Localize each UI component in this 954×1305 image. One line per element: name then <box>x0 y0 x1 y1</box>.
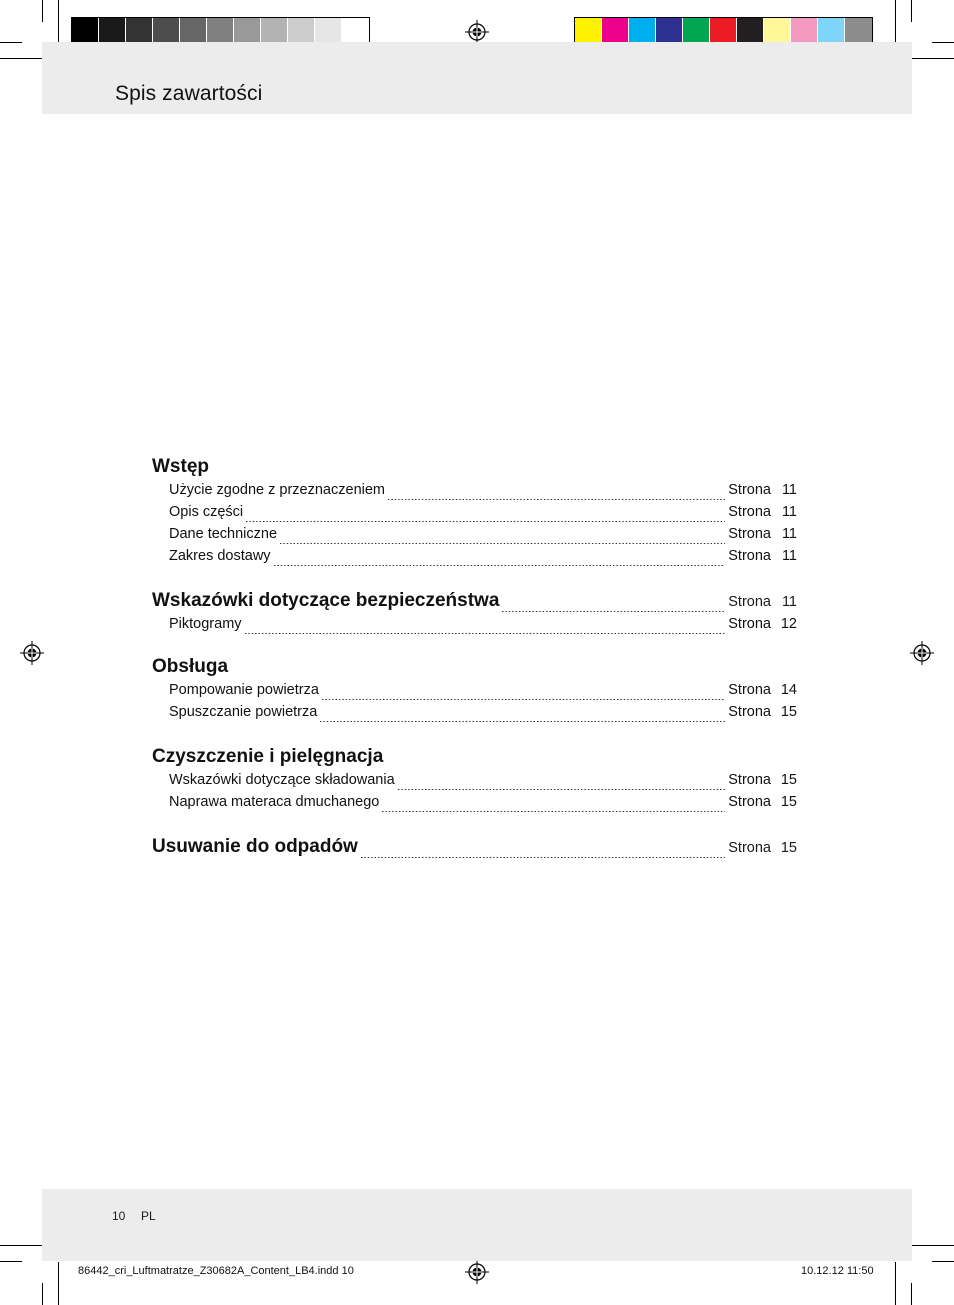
section-title: Usuwanie do odpadów <box>152 836 358 857</box>
dot-leader <box>273 565 726 566</box>
dot-leader <box>279 543 725 544</box>
crop-mark <box>58 0 59 42</box>
crop-mark <box>42 0 43 22</box>
registration-mark-icon <box>465 20 489 44</box>
entry-page-number: 11 <box>781 548 797 564</box>
section-page-ref <box>728 840 797 856</box>
toc-section-heading[interactable] <box>152 456 797 482</box>
page-word: Strona <box>728 616 771 632</box>
page-word: Strona <box>728 840 771 856</box>
dot-leader <box>387 499 725 500</box>
footer-band <box>42 1189 912 1261</box>
crop-mark <box>58 1262 59 1305</box>
crop-mark <box>932 42 954 43</box>
dot-leader <box>319 721 725 722</box>
page-word: Strona <box>728 504 771 520</box>
entry-page-number: 12 <box>780 616 797 632</box>
entry-label: Opis części <box>169 504 244 520</box>
toc-entry[interactable] <box>152 682 797 704</box>
toc-section-heading[interactable] <box>152 590 797 616</box>
crop-mark <box>932 1261 954 1262</box>
page-word: Strona <box>728 704 771 720</box>
crop-mark <box>0 58 42 59</box>
entry-page-number: 11 <box>781 526 797 542</box>
page-word: Strona <box>728 482 771 498</box>
page-word: Strona <box>728 682 771 698</box>
crop-mark <box>42 1283 43 1305</box>
entry-label: Piktogramy <box>169 616 242 632</box>
toc-entry[interactable] <box>152 504 797 526</box>
dot-leader <box>321 699 725 700</box>
entry-page-ref <box>728 772 797 788</box>
registration-mark-icon <box>465 1260 489 1284</box>
section-title: Obsługa <box>152 656 229 677</box>
entry-label: Dane techniczne <box>169 526 278 542</box>
dot-leader <box>245 521 725 522</box>
entry-page-ref <box>728 794 797 810</box>
toc-section-heading[interactable] <box>152 746 797 772</box>
dot-leader <box>360 857 725 858</box>
page-word: Strona <box>728 772 771 788</box>
section-title: Wstęp <box>152 456 209 477</box>
dot-leader <box>244 633 726 634</box>
page-title: Spis zawartości <box>115 82 263 105</box>
entry-label: Naprawa materaca dmuchanego <box>169 794 380 810</box>
entry-page-ref <box>728 504 797 520</box>
section-page-number: 15 <box>780 840 797 856</box>
dot-leader <box>397 789 726 790</box>
toc-section <box>152 836 797 862</box>
page-number: 10 <box>112 1209 126 1223</box>
entry-label: Użycie zgodne z przeznaczeniem <box>169 482 385 498</box>
toc-entry[interactable] <box>152 548 797 570</box>
crop-mark <box>0 1245 42 1246</box>
entry-page-number: 11 <box>781 482 797 498</box>
toc-section <box>152 656 797 726</box>
section-page-ref <box>728 594 797 610</box>
crop-mark <box>0 42 22 43</box>
entry-page-ref <box>728 548 797 564</box>
slug-date-time: 10.12.12 11:50 <box>801 1265 874 1277</box>
page-word: Strona <box>728 794 771 810</box>
entry-page-ref <box>728 482 797 498</box>
section-page-number: 11 <box>781 594 797 610</box>
toc-entry[interactable] <box>152 794 797 816</box>
toc-entry[interactable] <box>152 704 797 726</box>
toc-entry[interactable] <box>152 526 797 548</box>
toc-section-heading[interactable] <box>152 656 797 682</box>
registration-mark-icon <box>910 641 934 665</box>
toc-section-heading[interactable] <box>152 836 797 862</box>
entry-page-number: 14 <box>780 682 797 698</box>
entry-page-ref <box>728 682 797 698</box>
entry-page-number: 15 <box>780 794 797 810</box>
registration-mark-icon <box>20 641 44 665</box>
entry-page-ref <box>728 704 797 720</box>
entry-page-ref <box>728 616 797 632</box>
entry-label: Wskazówki dotyczące składowania <box>169 772 395 788</box>
slug-file-name: 86442_cri_Luftmatratze_Z30682A_Content_LB4.indd 10 <box>78 1265 354 1277</box>
crop-mark <box>912 1245 954 1246</box>
toc-entry[interactable] <box>152 772 797 794</box>
entry-label: Spuszczanie powietrza <box>169 704 318 720</box>
crop-mark <box>911 0 912 22</box>
crop-mark <box>895 0 896 42</box>
dot-leader <box>381 811 725 812</box>
language-code: PL <box>141 1209 156 1223</box>
toc-section <box>152 590 797 638</box>
section-title: Czyszczenie i pielęgnacja <box>152 746 384 767</box>
crop-mark <box>912 58 954 59</box>
toc-section <box>152 746 797 816</box>
page-word: Strona <box>728 594 771 610</box>
entry-label: Zakres dostawy <box>169 548 271 564</box>
entry-page-number: 11 <box>781 504 797 520</box>
toc-entry[interactable] <box>152 616 797 638</box>
entry-page-number: 15 <box>780 704 797 720</box>
entry-label: Pompowanie powietrza <box>169 682 319 698</box>
entry-page-number: 15 <box>780 772 797 788</box>
table-of-contents <box>152 456 797 862</box>
entry-page-ref <box>728 526 797 542</box>
toc-section <box>152 456 797 570</box>
crop-mark <box>895 1262 896 1305</box>
crop-mark <box>911 1283 912 1305</box>
page-word: Strona <box>728 548 771 564</box>
dot-leader <box>501 611 725 612</box>
page-word: Strona <box>728 526 771 542</box>
crop-mark <box>0 1261 22 1262</box>
section-title: Wskazówki dotyczące bezpieczeństwa <box>152 590 500 611</box>
toc-entry[interactable] <box>152 482 797 504</box>
